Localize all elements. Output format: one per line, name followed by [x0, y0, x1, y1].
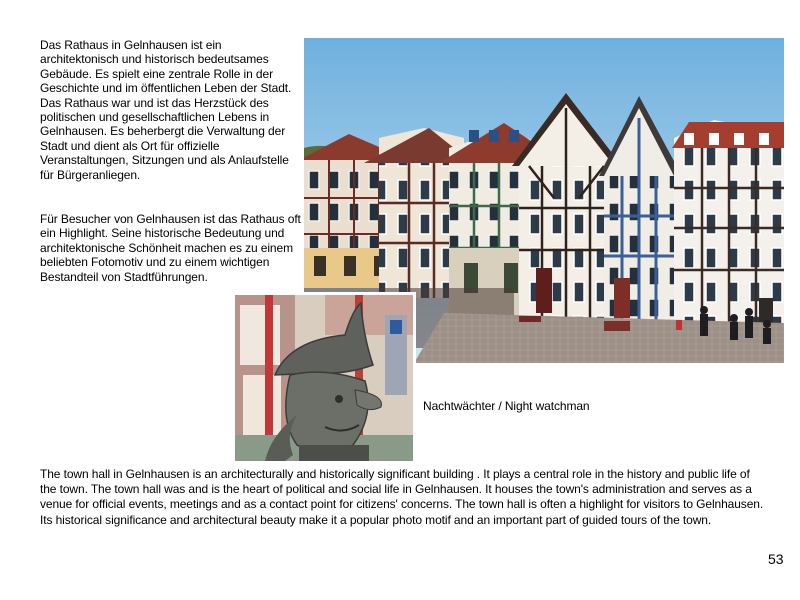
english-paragraph: The town hall in Gelnhausen is an architecturally and historically significant building . It plays a central role in the history and public life of the town. The town hall was and is the heart of political and social life in Gelnhausen. It houses the town's administration and serves as a venue for official events, meetings and as a contact point for citizens' concerns. The town hall is often a highlight for visitors to Gelnhausen. Its historical significance and architectural beauty make it a popular photo motif and an important part of guided tours of the town.: [40, 467, 764, 527]
photo-caption: Nachtwächter / Night watchman: [423, 399, 590, 413]
german-paragraph-1: Das Rathaus in Gelnhausen ist ein architektonisch und historisch bedeutsames Gebäude. Es spielt eine zentrale Rolle in der Geschichte und im öffentlichen Leben der Stadt. Das Rathaus war und ist das Herzstück des politischen und gesellschaftlichen Lebens in Gelnhausen. Es beherbergt die Verwaltung der Stadt und dient als Ort für offizielle Veranstaltungen, Sitzungen und als Anlaufstelle für Bürgeranliegen.: [40, 38, 292, 182]
german-paragraph-2: Für Besucher von Gelnhausen ist das Rathaus oft ein Highlight. Seine historische Bedeutung und architektonische Schönheit machen es zu einem beliebten Fotomotiv und zu einem wichtigen Bestandteil von Stadtführungen.: [40, 212, 301, 284]
night-watchman-statue-photo: [232, 292, 416, 464]
page-number: 53: [768, 551, 784, 567]
